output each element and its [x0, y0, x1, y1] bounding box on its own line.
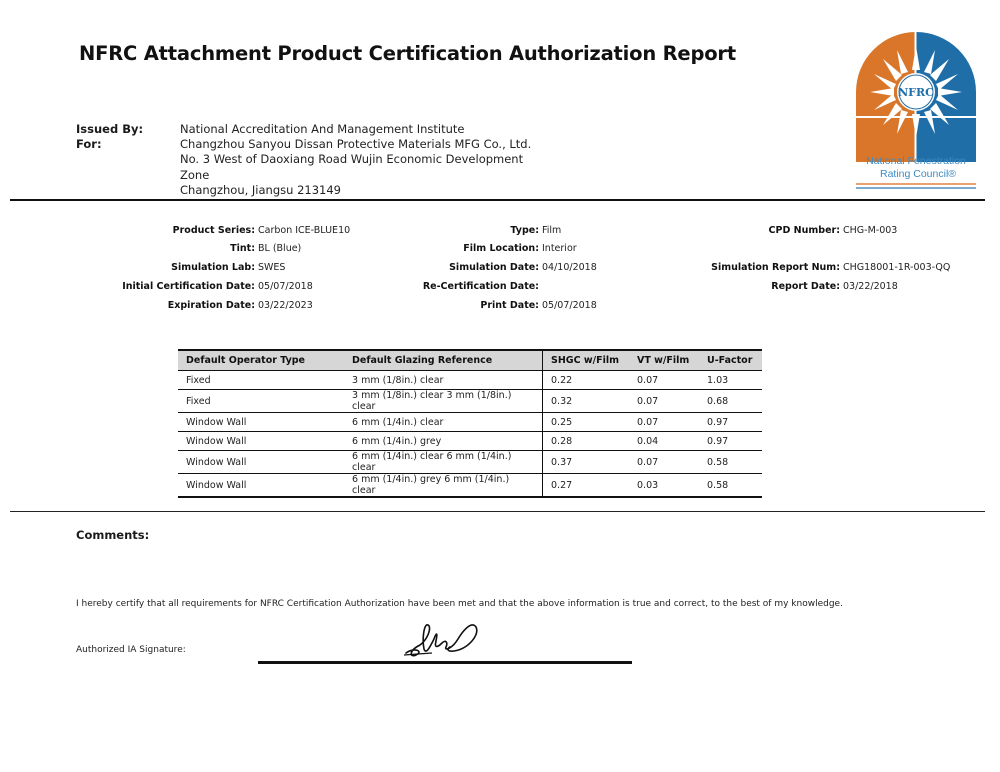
- operator-type-cell: Window Wall: [178, 432, 344, 451]
- u-factor-cell: 0.58: [699, 474, 762, 498]
- meta-value: BL (Blue): [258, 243, 302, 254]
- table-row: [178, 451, 762, 474]
- operator-type-cell: Window Wall: [178, 474, 344, 498]
- meta-value: CHG-M-003: [843, 225, 898, 236]
- shgc-cell: 0.28: [543, 432, 630, 451]
- meta-label: Type:: [510, 225, 539, 236]
- nfrc-logo: [852, 32, 980, 192]
- for-line: No. 3 West of Daoxiang Road Wujin Economic Development: [180, 152, 524, 167]
- vt-cell: 0.07: [629, 451, 699, 474]
- svg-text:Rating Council®: Rating Council®: [879, 168, 957, 180]
- glazing-reference-cell: 6 mm (1/4in.) grey: [344, 432, 543, 451]
- glazing-reference-cell: 6 mm (1/4in.) clear: [344, 413, 543, 432]
- meta-label: Expiration Date:: [167, 300, 255, 311]
- meta-value: SWES: [258, 262, 286, 273]
- meta-label: CPD Number:: [768, 225, 840, 236]
- shgc-cell: 0.27: [543, 474, 630, 498]
- svg-text:National Fenestration: National Fenestration: [866, 155, 966, 167]
- vt-cell: 0.03: [629, 474, 699, 498]
- meta-label: Simulation Date:: [449, 262, 539, 273]
- shgc-cell: 0.37: [543, 451, 630, 474]
- report-title: NFRC Attachment Product Certification Authorization Report: [79, 42, 736, 65]
- column-header: Default Glazing Reference: [344, 350, 543, 371]
- signature-line: [258, 661, 632, 664]
- table-row: [178, 432, 762, 451]
- meta-value: Film: [542, 225, 562, 236]
- meta-label: Simulation Report Num:: [711, 262, 840, 273]
- glazing-reference-cell: 3 mm (1/8in.) clear: [344, 371, 543, 390]
- comments-divider: [10, 511, 985, 512]
- u-factor-cell: 0.58: [699, 451, 762, 474]
- column-header: Default Operator Type: [178, 350, 344, 371]
- table-row: [178, 474, 762, 498]
- glazing-reference-cell: 6 mm (1/4in.) grey 6 mm (1/4in.) clear: [344, 474, 543, 498]
- vt-cell: 0.07: [629, 413, 699, 432]
- meta-label: Initial Certification Date:: [122, 281, 255, 292]
- issued-by-value: National Accreditation And Management Institute: [180, 122, 465, 136]
- issued-by-label: Issued By:: [76, 122, 144, 136]
- meta-label: Print Date:: [480, 300, 539, 311]
- header-divider: [10, 199, 985, 201]
- signature-label: Authorized IA Signature:: [76, 645, 186, 655]
- meta-value: CHG18001-1R-003-QQ: [843, 262, 951, 273]
- shgc-cell: 0.25: [543, 413, 630, 432]
- for-line: Changzhou, Jiangsu 213149: [180, 182, 341, 197]
- column-header: VT w/Film: [629, 350, 699, 371]
- for-label: For:: [76, 137, 102, 152]
- vt-cell: 0.07: [629, 390, 699, 413]
- certification-table: [178, 349, 762, 498]
- table-row: [178, 390, 762, 413]
- for-line: Changzhou Sanyou Dissan Protective Materials MFG Co., Ltd.: [180, 137, 532, 152]
- meta-label: Product Series:: [172, 225, 255, 236]
- vt-cell: 0.07: [629, 371, 699, 390]
- meta-value: 03/22/2023: [258, 300, 313, 311]
- for-line: Zone: [180, 167, 210, 182]
- meta-value: 03/22/2018: [843, 281, 898, 292]
- certification-statement: I hereby certify that all requirements for NFRC Certification Authorization have been met and that the above information is true and correct, to the best of my knowledge.: [76, 599, 843, 609]
- meta-label: Tint:: [230, 243, 255, 254]
- signature-scribble-icon: [402, 617, 482, 659]
- meta-label: Report Date:: [771, 281, 840, 292]
- shgc-cell: 0.32: [543, 390, 630, 413]
- operator-type-cell: Fixed: [178, 390, 344, 413]
- meta-value: Interior: [542, 243, 577, 254]
- u-factor-cell: 0.97: [699, 413, 762, 432]
- table-header-row: [178, 350, 762, 371]
- column-header: U-Factor: [699, 350, 762, 371]
- operator-type-cell: Window Wall: [178, 413, 344, 432]
- meta-label: Re-Certification Date:: [422, 281, 539, 292]
- glazing-reference-cell: 6 mm (1/4in.) clear 6 mm (1/4in.) clear: [344, 451, 543, 474]
- meta-value: Carbon ICE-BLUE10: [258, 225, 351, 236]
- meta-label: Film Location:: [463, 243, 539, 254]
- meta-value: 04/10/2018: [542, 262, 597, 273]
- shgc-cell: 0.22: [543, 371, 630, 390]
- glazing-reference-cell: 3 mm (1/8in.) clear 3 mm (1/8in.) clear: [344, 390, 543, 413]
- operator-type-cell: Window Wall: [178, 451, 344, 474]
- vt-cell: 0.04: [629, 432, 699, 451]
- table-row: [178, 371, 762, 390]
- table-row: [178, 413, 762, 432]
- meta-value: 05/07/2018: [258, 281, 313, 292]
- comments-label: Comments:: [76, 528, 150, 542]
- u-factor-cell: 1.03: [699, 371, 762, 390]
- u-factor-cell: 0.97: [699, 432, 762, 451]
- meta-value: 05/07/2018: [542, 300, 597, 311]
- operator-type-cell: Fixed: [178, 371, 344, 390]
- column-header: SHGC w/Film: [543, 350, 630, 371]
- u-factor-cell: 0.68: [699, 390, 762, 413]
- svg-text:NFRC: NFRC: [898, 86, 934, 99]
- meta-label: Simulation Lab:: [171, 262, 255, 273]
